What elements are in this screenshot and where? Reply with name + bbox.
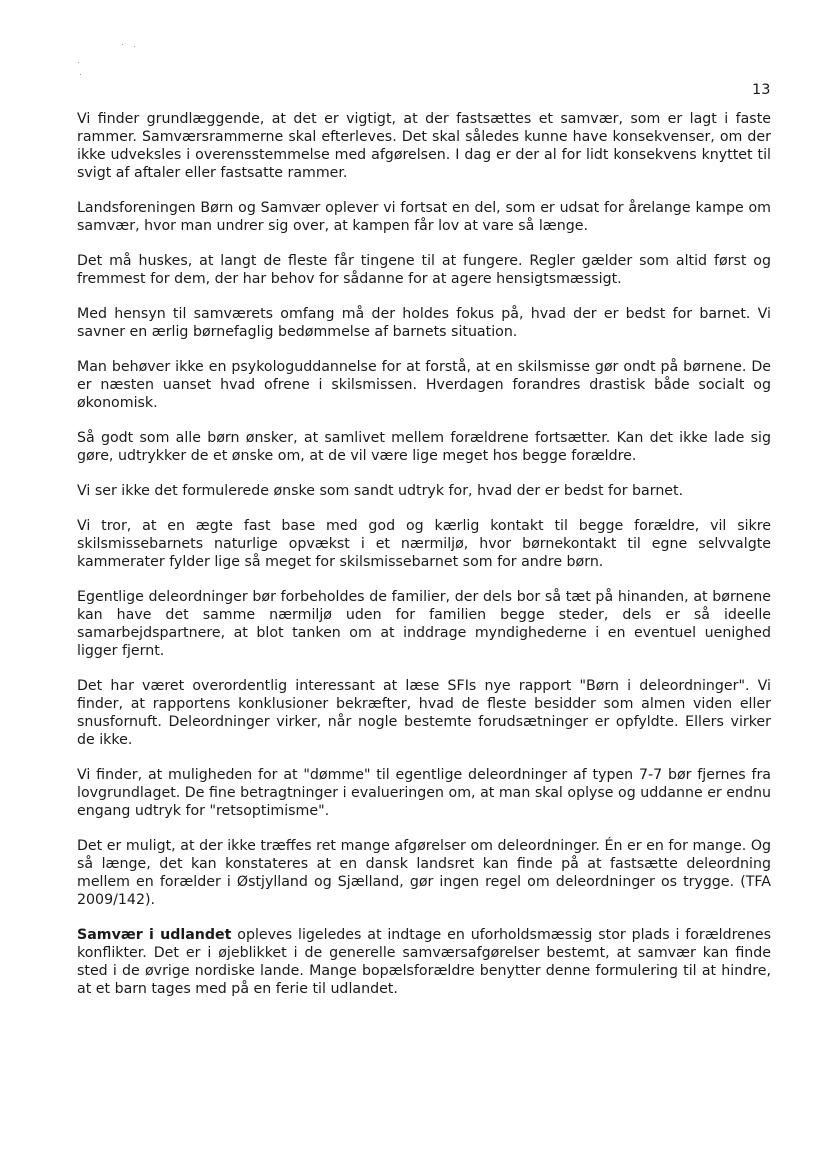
paragraph: Vi ser ikke det formulerede ønske som sandt udtryk for, hvad der er bedst for barnet. (77, 483, 684, 499)
scan-speck (80, 74, 81, 75)
scan-speck (134, 46, 135, 47)
document-body (77, 110, 771, 1015)
scan-speck (78, 62, 79, 63)
section-heading: Samvær i udlandet (77, 927, 232, 943)
paragraph: Vi tror, at en ægte fast base med god og kærlig kontakt til begge forældre, vil sikre skilsmissebarnets naturlige opvækst i et nærmiljø, hvor børnekontakt til egne selvvalgte kammerater fylder lige så meget for skilsmissebarnet som for andre børn. (77, 518, 771, 570)
paragraph: Det må huskes, at langt de fleste får tingene til at fungere. Regler gælder som altid først og fremmest for dem, der har behov for sådanne for at agere hensigtsmæssigt. (77, 253, 771, 287)
page-number: 13 (752, 82, 771, 98)
paragraph: Man behøver ikke en psykologuddannelse for at forstå, at en skilsmisse gør ondt på børnene. De er næsten uanset hvad ofrene i skilsmissen. Hverdagen forandres drastisk både socialt og økonomisk. (77, 359, 771, 411)
final-paragraph-text: opleves ligeledes at indtage en uforholdsmæssig stor plads i forældrenes konflikter. Det er i øjeblikket i de generelle samværsafgørelser bestemt, at samvær kan finde sted i de øvrige nordiske lande. Mange bopælsforældre benytter denne formulering til at hindre, at et barn tages med på en ferie til udlandet. (77, 927, 771, 997)
paragraph: Egentlige deleordninger bør forbeholdes de familier, der dels bor så tæt på hinanden, at børnene kan have det samme nærmiljø uden for familien begge steder, dels er så ideelle samarbejdspartnere, at blot tanken om at inddrage myndighederne i en eventuel uenighed ligger fjernt. (77, 589, 771, 659)
paragraph: Så godt som alle børn ønsker, at samlivet mellem forældrene fortsætter. Kan det ikke lade sig gøre, udtrykker de et ønske om, at de vil være lige meget hos begge forældre. (77, 430, 771, 464)
scan-speck (122, 44, 123, 45)
paragraph: Vi finder, at muligheden for at "dømme" til egentlige deleordninger af typen 7-7 bør fjernes fra lovgrundlaget. De fine betragtninger i evalueringen om, at man skal oplyse og uddanne er endnu engang udtryk for "retsoptimisme". (77, 767, 771, 819)
paragraph: Landsforeningen Børn og Samvær oplever vi fortsat en del, som er udsat for årelange kampe om samvær, hvor man undrer sig over, at kampen får lov at vare så længe. (77, 200, 771, 234)
paragraph: Vi finder grundlæggende, at det er vigtigt, at der fastsættes et samvær, som er lagt i faste rammer. Samværsrammerne skal efterleves. Det skal således kunne have konsekvenser, om der ikke udveksles i overensstemmelse med afgørelsen. I dag er der al for lidt konsekvens knyttet til svigt af aftaler eller fastsatte rammer. (77, 111, 771, 181)
paragraph: Det har været overordentlig interessant at læse SFIs nye rapport "Børn i deleordninger". Vi finder, at rapportens konklusioner bekræfter, hvad de fleste besidder som almen viden eller snusfornuft. Deleordninger virker, når nogle bestemte forudsætninger er opfyldte. Ellers virker de ikke. (77, 678, 771, 748)
paragraph: Det er muligt, at der ikke træffes ret mange afgørelser om deleordninger. Én er en for mange. Og så længe, det kan konstateres at en dansk landsret kan finde på at fastsætte deleordning mellem en forælder i Østjylland og Sjælland, gør ingen regel om deleordninger os trygge. (TFA 2009/142). (77, 838, 771, 908)
final-paragraph (77, 926, 771, 998)
paragraph: Med hensyn til samværets omfang må der holdes fokus på, hvad der er bedst for barnet. Vi savner en ærlig børnefaglig bedømmelse af barnets situation. (77, 306, 771, 340)
